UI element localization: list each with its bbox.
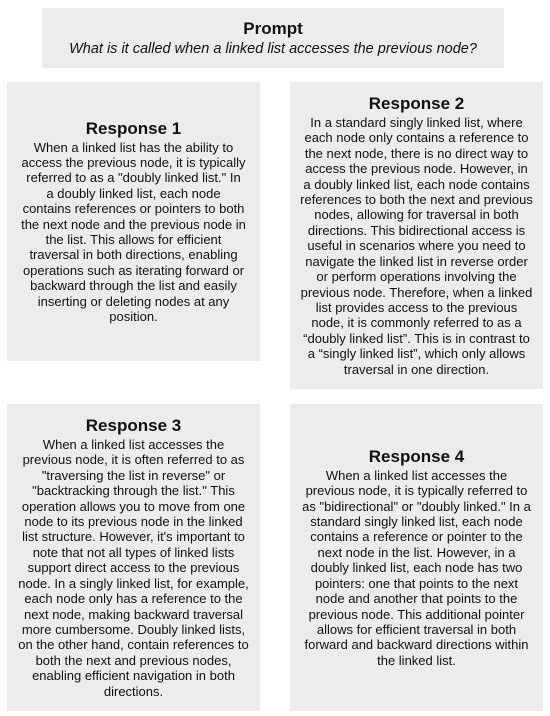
response-3-panel	[7, 404, 260, 711]
response-3-title: Response 3	[85, 416, 182, 436]
response-2-text: In a standard singly linked list, where each node only contains a reference to the next node, there is no direct way to access the previous node. However, in a doubly linked list, each node contains references to both the next and previous nodes, allowing for traversal in both directions. This bidirectional access is useful in scenarios where you need to navigate the linked list in reverse order or perform operations involving the previous node. Therefore, when a linked list provides access to the previous node, it is commonly referred to as a “doubly linked list”. This is in contrast to a “singly linked list”, which only allows traversal in one direction.	[300, 115, 533, 377]
response-4-text: When a linked list accesses the previous node, it is typically referred to as "bidirectional" or "doubly linked." In a standard singly linked list, each node contains a reference or pointer to the next node in the list. However, in a doubly linked list, each node has two pointers: one that points to the next node and another that points to the previous node. This additional pointer allows for efficient traversal in both forward and backward directions within the linked list.	[302, 467, 531, 668]
response-1-title: Response 1	[85, 118, 182, 138]
prompt-text: What is it called when a linked list accesses the previous node?	[69, 40, 477, 57]
response-2-title: Response 2	[368, 94, 465, 114]
response-1-text: When a linked list has the ability to access the previous node, it is typically referred to as a "doubly linked list." In a doubly linked list, each node contains references or pointers to both the next node and the previous node in the list. This allows for efficient traversal in both directions, enabling operations such as iterating forward or backward through the list and easily inserting or deleting nodes at any position.	[21, 139, 246, 325]
prompt-title: Prompt	[243, 18, 303, 38]
response-4-panel	[290, 404, 543, 711]
response-3-text: When a linked list accesses the previous node, it is often referred to as "traversing the list in reverse" or "backtracking through the list." This operation allows you to move from one node to its previous node in the linked list structure. However, it's important to note that not all types of linked lists support direct access to the previous node. In a singly linked list, for example, each node only has a reference to the next node, making backward traversal more cumbersome. Doubly linked lists, on the other hand, contain references to both the next and previous nodes, enabling efficient navigation in both directions.	[18, 437, 249, 699]
response-4-title: Response 4	[368, 446, 465, 466]
prompt-panel	[42, 8, 504, 68]
response-2-panel	[290, 82, 543, 389]
response-1-panel	[7, 82, 260, 361]
